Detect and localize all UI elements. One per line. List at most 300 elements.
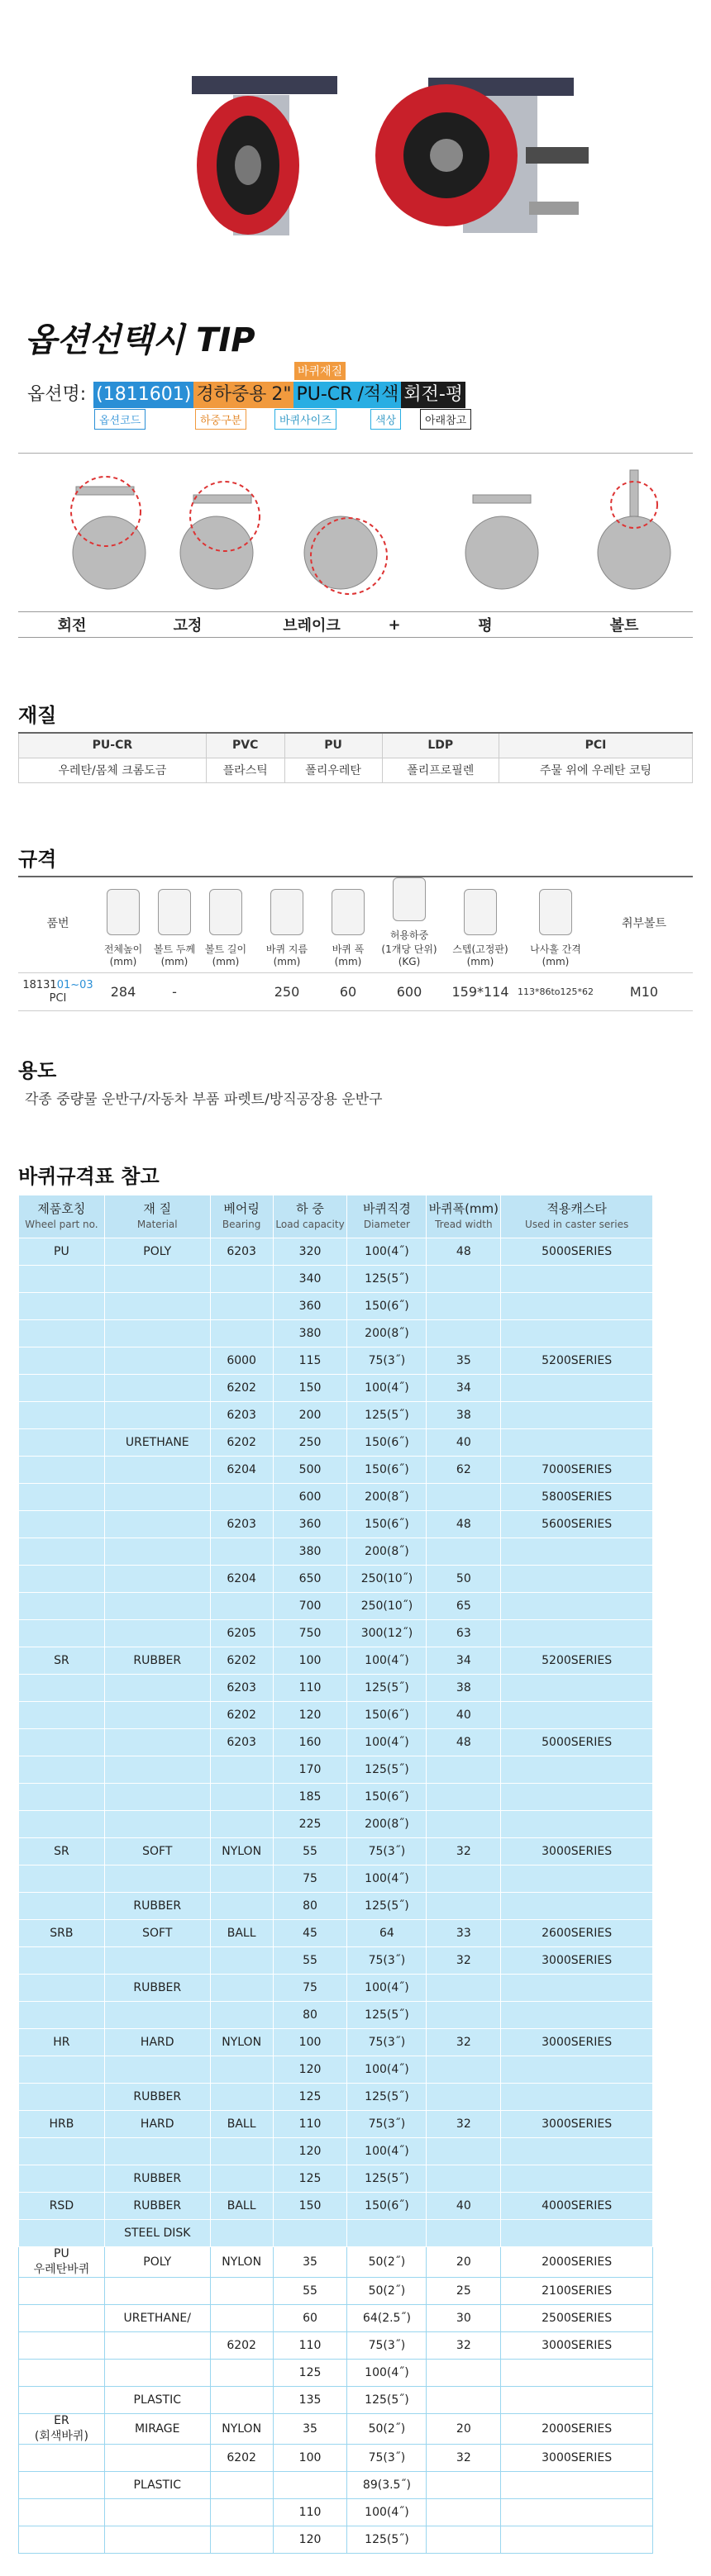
ref-cell: RUBBER [104,2084,210,2111]
ref-cell: 75(3˝) [347,1347,427,1375]
usage-text: 각종 중량물 운반구/자동차 부품 파렛트/방직공장용 운반구 [25,1091,383,1108]
ref-cell [19,1320,105,1347]
ref-cell [501,1538,653,1566]
ref-cell [273,2220,347,2247]
spec-header-label: 바퀴 폭 (mm) [332,943,365,967]
ref-row [19,1538,653,1566]
ref-header [501,1195,653,1238]
ref-cell [104,1375,210,1402]
ref-cell: URETHANE/ [104,2305,210,2332]
option-size: 2" [269,382,293,408]
ref-cell: NYLON [210,2414,273,2445]
ref-cell [104,1457,210,1484]
ref-cell [104,1511,210,1538]
ref-cell [19,1947,105,1975]
ref-cell: 125(5˝) [347,1893,427,1920]
ref-cell: 45 [273,1920,347,1947]
material-desc: 폴리우레탄 [284,758,382,782]
ref-cell: 50(2˝) [347,2414,427,2445]
ref-row [19,2414,653,2445]
ref-cell [104,2445,210,2472]
spec-header [516,877,595,972]
ref-row [19,2472,653,2499]
ref-cell [19,1620,105,1647]
ref-cell [210,2056,273,2084]
ref-cell: 150(6˝) [347,1429,427,1457]
hero-images [0,0,711,248]
ref-cell [427,1538,501,1566]
ref-cell: BALL [210,2193,273,2220]
ref-row [19,1457,653,1484]
ref-cell: 185 [273,1784,347,1811]
ref-cell: 125(5˝) [347,2526,427,2554]
ref-cell [19,1593,105,1620]
ref-cell: 40 [427,2193,501,2220]
ref-cell: RUBBER [104,1893,210,1920]
ref-cell: 48 [427,1511,501,1538]
ref-cell [19,2526,105,2554]
ref-table-body [19,1238,653,2554]
ref-cell [104,1756,210,1784]
ref-cell [501,1320,653,1347]
ref-cell: 160 [273,1729,347,1756]
ref-cell [19,1293,105,1320]
ref-header [19,1195,105,1238]
ref-cell: SOFT [104,1838,210,1865]
ref-cell [210,1538,273,1566]
ref-cell: 3000SERIES [501,1838,653,1865]
ref-cell: 32 [427,2029,501,2056]
spec-header [18,877,98,972]
ref-cell: BALL [210,2111,273,2138]
ref-cell [19,2499,105,2526]
ref-cell: 125(5˝) [347,2084,427,2111]
ref-cell: 125(5˝) [347,2002,427,2029]
ref-cell: 500 [273,1457,347,1484]
ref-cell: 75(3˝) [347,2029,427,2056]
ref-cell: PU 우레탄바퀴 [19,2247,105,2278]
spec-header-label: 전체높이 (mm) [103,943,143,967]
ref-header-en: Used in caster series [525,1219,629,1230]
ref-cell: 150(6˝) [347,1702,427,1729]
ref-row [19,1593,653,1620]
ref-header-en: Load capacity [275,1219,345,1230]
ref-cell: 34 [427,1647,501,1675]
ref-cell: 32 [427,1838,501,1865]
usage-title: 용도 [18,1059,57,1082]
ref-row [19,2193,653,2220]
ref-cell: 150(6˝) [347,1511,427,1538]
material-desc: 폴리프로필렌 [382,758,499,782]
ref-cell: 6204 [210,1566,273,1593]
load-icon [393,877,426,921]
ref-cell [104,1865,210,1893]
ref-cell [427,1293,501,1320]
ref-cell [501,1429,653,1457]
ref-cell: 2000SERIES [501,2414,653,2445]
ref-cell: 125(5˝) [347,2165,427,2193]
ref-cell: PLASTIC [104,2387,210,2414]
ref-row [19,1566,653,1593]
ref-header [104,1195,210,1238]
ref-cell [501,1566,653,1593]
ref-cell: 6202 [210,1647,273,1675]
ref-cell [501,1593,653,1620]
ref-cell [19,1429,105,1457]
ref-cell: 33 [427,1920,501,1947]
ref-cell: 3000SERIES [501,2332,653,2360]
ref-cell: STEEL DISK [104,2220,210,2247]
ref-cell: 100(4˝) [347,1729,427,1756]
ref-cell [210,2499,273,2526]
ref-cell: 55 [273,1838,347,1865]
ref-cell: 32 [427,2332,501,2360]
ref-row [19,2526,653,2554]
spec-header-label: 나사홀 간격 (mm) [530,943,581,967]
ref-header-row [19,1195,653,1238]
ref-row [19,2084,653,2111]
bolt-thickness-icon [158,889,191,935]
ref-cell [501,2526,653,2554]
tag-wheel-size: 바퀴사이즈 [274,409,336,430]
ref-cell [19,1893,105,1920]
ref-cell: SRB [19,1920,105,1947]
ref-cell [210,1593,273,1620]
ref-cell [427,2138,501,2165]
ref-cell: NYLON [210,2247,273,2278]
ref-row [19,2360,653,2387]
ref-cell: 75 [273,1865,347,1893]
ref-cell [104,2056,210,2084]
ref-cell [19,2165,105,2193]
ref-cell: 200(8˝) [347,1320,427,1347]
ref-cell [501,1975,653,2002]
ref-cell: 360 [273,1293,347,1320]
ref-cell: SOFT [104,1920,210,1947]
ref-cell: 5000SERIES [501,1238,653,1266]
ref-header-ko: 바퀴직경 [362,1201,411,1216]
spec-header [98,877,149,972]
ref-row [19,1402,653,1429]
ref-cell [19,1975,105,2002]
ref-cell: HRB [19,2111,105,2138]
spec-header [374,877,445,972]
ref-row [19,1320,653,1347]
ref-row [19,1375,653,1402]
ref-cell [210,1975,273,2002]
bolt-thickness-value: - [172,984,177,1000]
caster-swivel-image [192,76,337,235]
ref-cell: 75 [273,1975,347,2002]
ref-cell [501,2220,653,2247]
materials-title: 재질 [18,704,57,727]
spec-header-row [18,876,693,973]
ref-cell: 3000SERIES [501,2029,653,2056]
ref-cell: 80 [273,2002,347,2029]
ref-cell: 125 [273,2084,347,2111]
ref-cell: 300(12˝) [347,1620,427,1647]
ref-cell: 250(10˝) [347,1593,427,1620]
ref-cell: 125(5˝) [347,1756,427,1784]
caster-brake-image [375,78,589,233]
ref-cell [104,2138,210,2165]
option-material: PU-CR [293,382,355,408]
ref-cell [210,2387,273,2414]
ref-cell: 125(5˝) [347,2387,427,2414]
ref-header-ko: 제품호칭 [37,1201,86,1216]
ref-row [19,1811,653,1838]
ref-cell: 48 [427,1238,501,1266]
ref-cell: 100(4˝) [347,2056,427,2084]
ref-cell [19,1457,105,1484]
ref-cell: 38 [427,1675,501,1702]
ref-cell: 120 [273,2056,347,2084]
ref-cell [19,1729,105,1756]
ref-row [19,2002,653,2029]
ref-cell: 100(4˝) [347,1375,427,1402]
part-number [18,979,98,1005]
ref-cell [104,2526,210,2554]
option-color: /적색 [355,382,401,408]
ref-cell [210,2305,273,2332]
ref-cell: 340 [273,1266,347,1293]
ref-cell: 125 [273,2360,347,2387]
material-desc: 우레탄/몸체 크롬도금 [19,758,207,782]
ref-cell [19,1756,105,1784]
option-type-fixed: 고정 [173,617,203,634]
part-range: 01~03 [56,978,93,991]
ref-cell: 63 [427,1620,501,1647]
ref-cell: 100(4˝) [347,1865,427,1893]
wheel-diameter-icon [270,889,303,935]
ref-row [19,1947,653,1975]
height-value: 284 [110,984,136,1000]
tag-color: 색상 [370,409,401,430]
materials-header-row [19,733,693,758]
ref-cell: 5200SERIES [501,1647,653,1675]
ref-cell: POLY [104,1238,210,1266]
ref-cell [501,2472,653,2499]
ref-row [19,1429,653,1457]
ref-cell [104,2332,210,2360]
ref-cell [427,1865,501,1893]
ref-cell [104,1784,210,1811]
ref-cell [19,1566,105,1593]
ref-header [210,1195,273,1238]
ref-cell [19,1865,105,1893]
ref-cell [501,2360,653,2387]
ref-cell: 35 [273,2247,347,2278]
ref-cell: 32 [427,2111,501,2138]
option-type-swivel: 회전 [57,617,87,634]
ref-cell [19,1538,105,1566]
ref-cell [104,2499,210,2526]
ref-cell: 360 [273,1511,347,1538]
ref-cell [427,2002,501,2029]
ref-cell: 200(8˝) [347,1484,427,1511]
ref-cell: 75(3˝) [347,1947,427,1975]
ref-cell [501,1675,653,1702]
ref-header-ko: 바퀴폭(mm) [428,1201,499,1216]
ref-cell [104,1293,210,1320]
ref-cell: 64 [347,1920,427,1947]
ref-cell [104,1729,210,1756]
ref-cell [501,1402,653,1429]
ref-cell [104,1538,210,1566]
ref-cell [210,2278,273,2305]
ref-cell [19,2002,105,2029]
ref-cell: 6203 [210,1238,273,1266]
ref-cell: SR [19,1838,105,1865]
ref-cell [210,1811,273,1838]
ref-cell [19,1702,105,1729]
ref-cell: 80 [273,1893,347,1920]
ref-cell [210,2526,273,2554]
ref-cell: 2600SERIES [501,1920,653,1947]
ref-cell [427,2084,501,2111]
ref-cell [210,1484,273,1511]
ref-cell: 200 [273,1402,347,1429]
ref-row [19,1893,653,1920]
material-header: PU [284,733,382,758]
ref-cell [19,1402,105,1429]
ref-row [19,1675,653,1702]
ref-cell: 32 [427,1947,501,1975]
ref-cell: 100 [273,2029,347,2056]
ref-cell [427,1320,501,1347]
ref-cell: 6000 [210,1347,273,1375]
ref-cell [210,2360,273,2387]
ref-cell [19,1811,105,1838]
ref-header-en: Material [136,1219,178,1230]
spec-header-label: 바퀴 지름 (mm) [265,943,308,967]
ref-cell [501,1811,653,1838]
ref-cell [19,1484,105,1511]
ref-cell [104,1675,210,1702]
ref-cell [501,2387,653,2414]
ref-cell: NYLON [210,2029,273,2056]
spec-header-label: 스텝(고정판) (mm) [452,943,508,967]
ref-cell: 75(3˝) [347,1838,427,1865]
ref-row [19,1756,653,1784]
ref-header-ko: 재 질 [143,1201,172,1216]
ref-row [19,2305,653,2332]
material-header: PU-CR [19,733,207,758]
ref-cell [501,1702,653,1729]
option-code: (1811601) [93,382,193,408]
ref-row [19,1865,653,1893]
ref-cell [210,2084,273,2111]
ref-cell: 200(8˝) [347,1538,427,1566]
ref-cell [210,1865,273,1893]
spec-header [149,877,200,972]
ref-cell: 650 [273,1566,347,1593]
ref-cell [19,1511,105,1538]
ref-cell [19,2445,105,2472]
ref-cell: 2000SERIES [501,2247,653,2278]
ref-cell: PLASTIC [104,2472,210,2499]
ref-cell: 120 [273,2138,347,2165]
spec-header-label: 허용하중 (1개당 단위) (KG) [381,929,437,967]
ref-cell: 6204 [210,1457,273,1484]
ref-row [19,1975,653,2002]
ref-cell: RSD [19,2193,105,2220]
ref-cell: 6203 [210,1511,273,1538]
ref-cell [19,2332,105,2360]
ref-cell: 20 [427,2414,501,2445]
ref-cell: HARD [104,2029,210,2056]
ref-cell: 110 [273,2499,347,2526]
ref-cell: MIRAGE [104,2414,210,2445]
ref-cell: BALL [210,1920,273,1947]
ref-row [19,1293,653,1320]
ref-cell [104,1266,210,1293]
ref-cell: 170 [273,1756,347,1784]
ref-cell [104,1347,210,1375]
option-type-plate: 평 [478,617,493,634]
ref-cell: 120 [273,2526,347,2554]
hole-spacing-value: 113*86to125*62 [517,986,594,997]
ref-cell [501,1865,653,1893]
ref-cell [19,1784,105,1811]
ref-header [427,1195,501,1238]
ref-cell: URETHANE [104,1429,210,1457]
option-type-plus: + [388,615,401,634]
ref-cell [501,1375,653,1402]
materials-desc-row [19,758,693,782]
ref-cell: HARD [104,2111,210,2138]
ref-cell [104,1484,210,1511]
ref-cell [104,1320,210,1347]
ref-cell: 55 [273,2278,347,2305]
ref-cell: 89(3.5˝) [347,2472,427,2499]
ref-cell [19,2056,105,2084]
ref-cell: 150 [273,1375,347,1402]
ref-cell [19,2305,105,2332]
ref-row [19,2220,653,2247]
ref-cell [427,2472,501,2499]
ref-cell [210,1947,273,1975]
ref-cell [427,2220,501,2247]
ref-cell: RUBBER [104,1647,210,1675]
ref-row [19,1484,653,1511]
ref-cell [104,1702,210,1729]
ref-cell: 20 [427,2247,501,2278]
ref-header [273,1195,347,1238]
height-icon [107,889,140,935]
ref-cell [19,2360,105,2387]
ref-cell: 3000SERIES [501,2111,653,2138]
bolt-value: M10 [629,984,659,1000]
ref-cell [273,2472,347,2499]
part-suffix: PCI [49,991,67,1005]
wheel-diameter-value: 250 [274,984,300,1000]
ref-cell [427,2387,501,2414]
ref-cell [427,2056,501,2084]
ref-cell: 125(5˝) [347,1402,427,1429]
ref-cell: 110 [273,1675,347,1702]
ref-cell [19,1347,105,1375]
ref-row [19,1702,653,1729]
spec-header-label: 취부볼트 [621,916,667,930]
ref-cell: 100(4˝) [347,1647,427,1675]
ref-cell [104,2278,210,2305]
ref-cell [104,1947,210,1975]
material-header: PCI [499,733,692,758]
ref-row [19,2138,653,2165]
ref-table-title: 바퀴규격표 참고 [18,1165,160,1188]
ref-cell [427,1784,501,1811]
